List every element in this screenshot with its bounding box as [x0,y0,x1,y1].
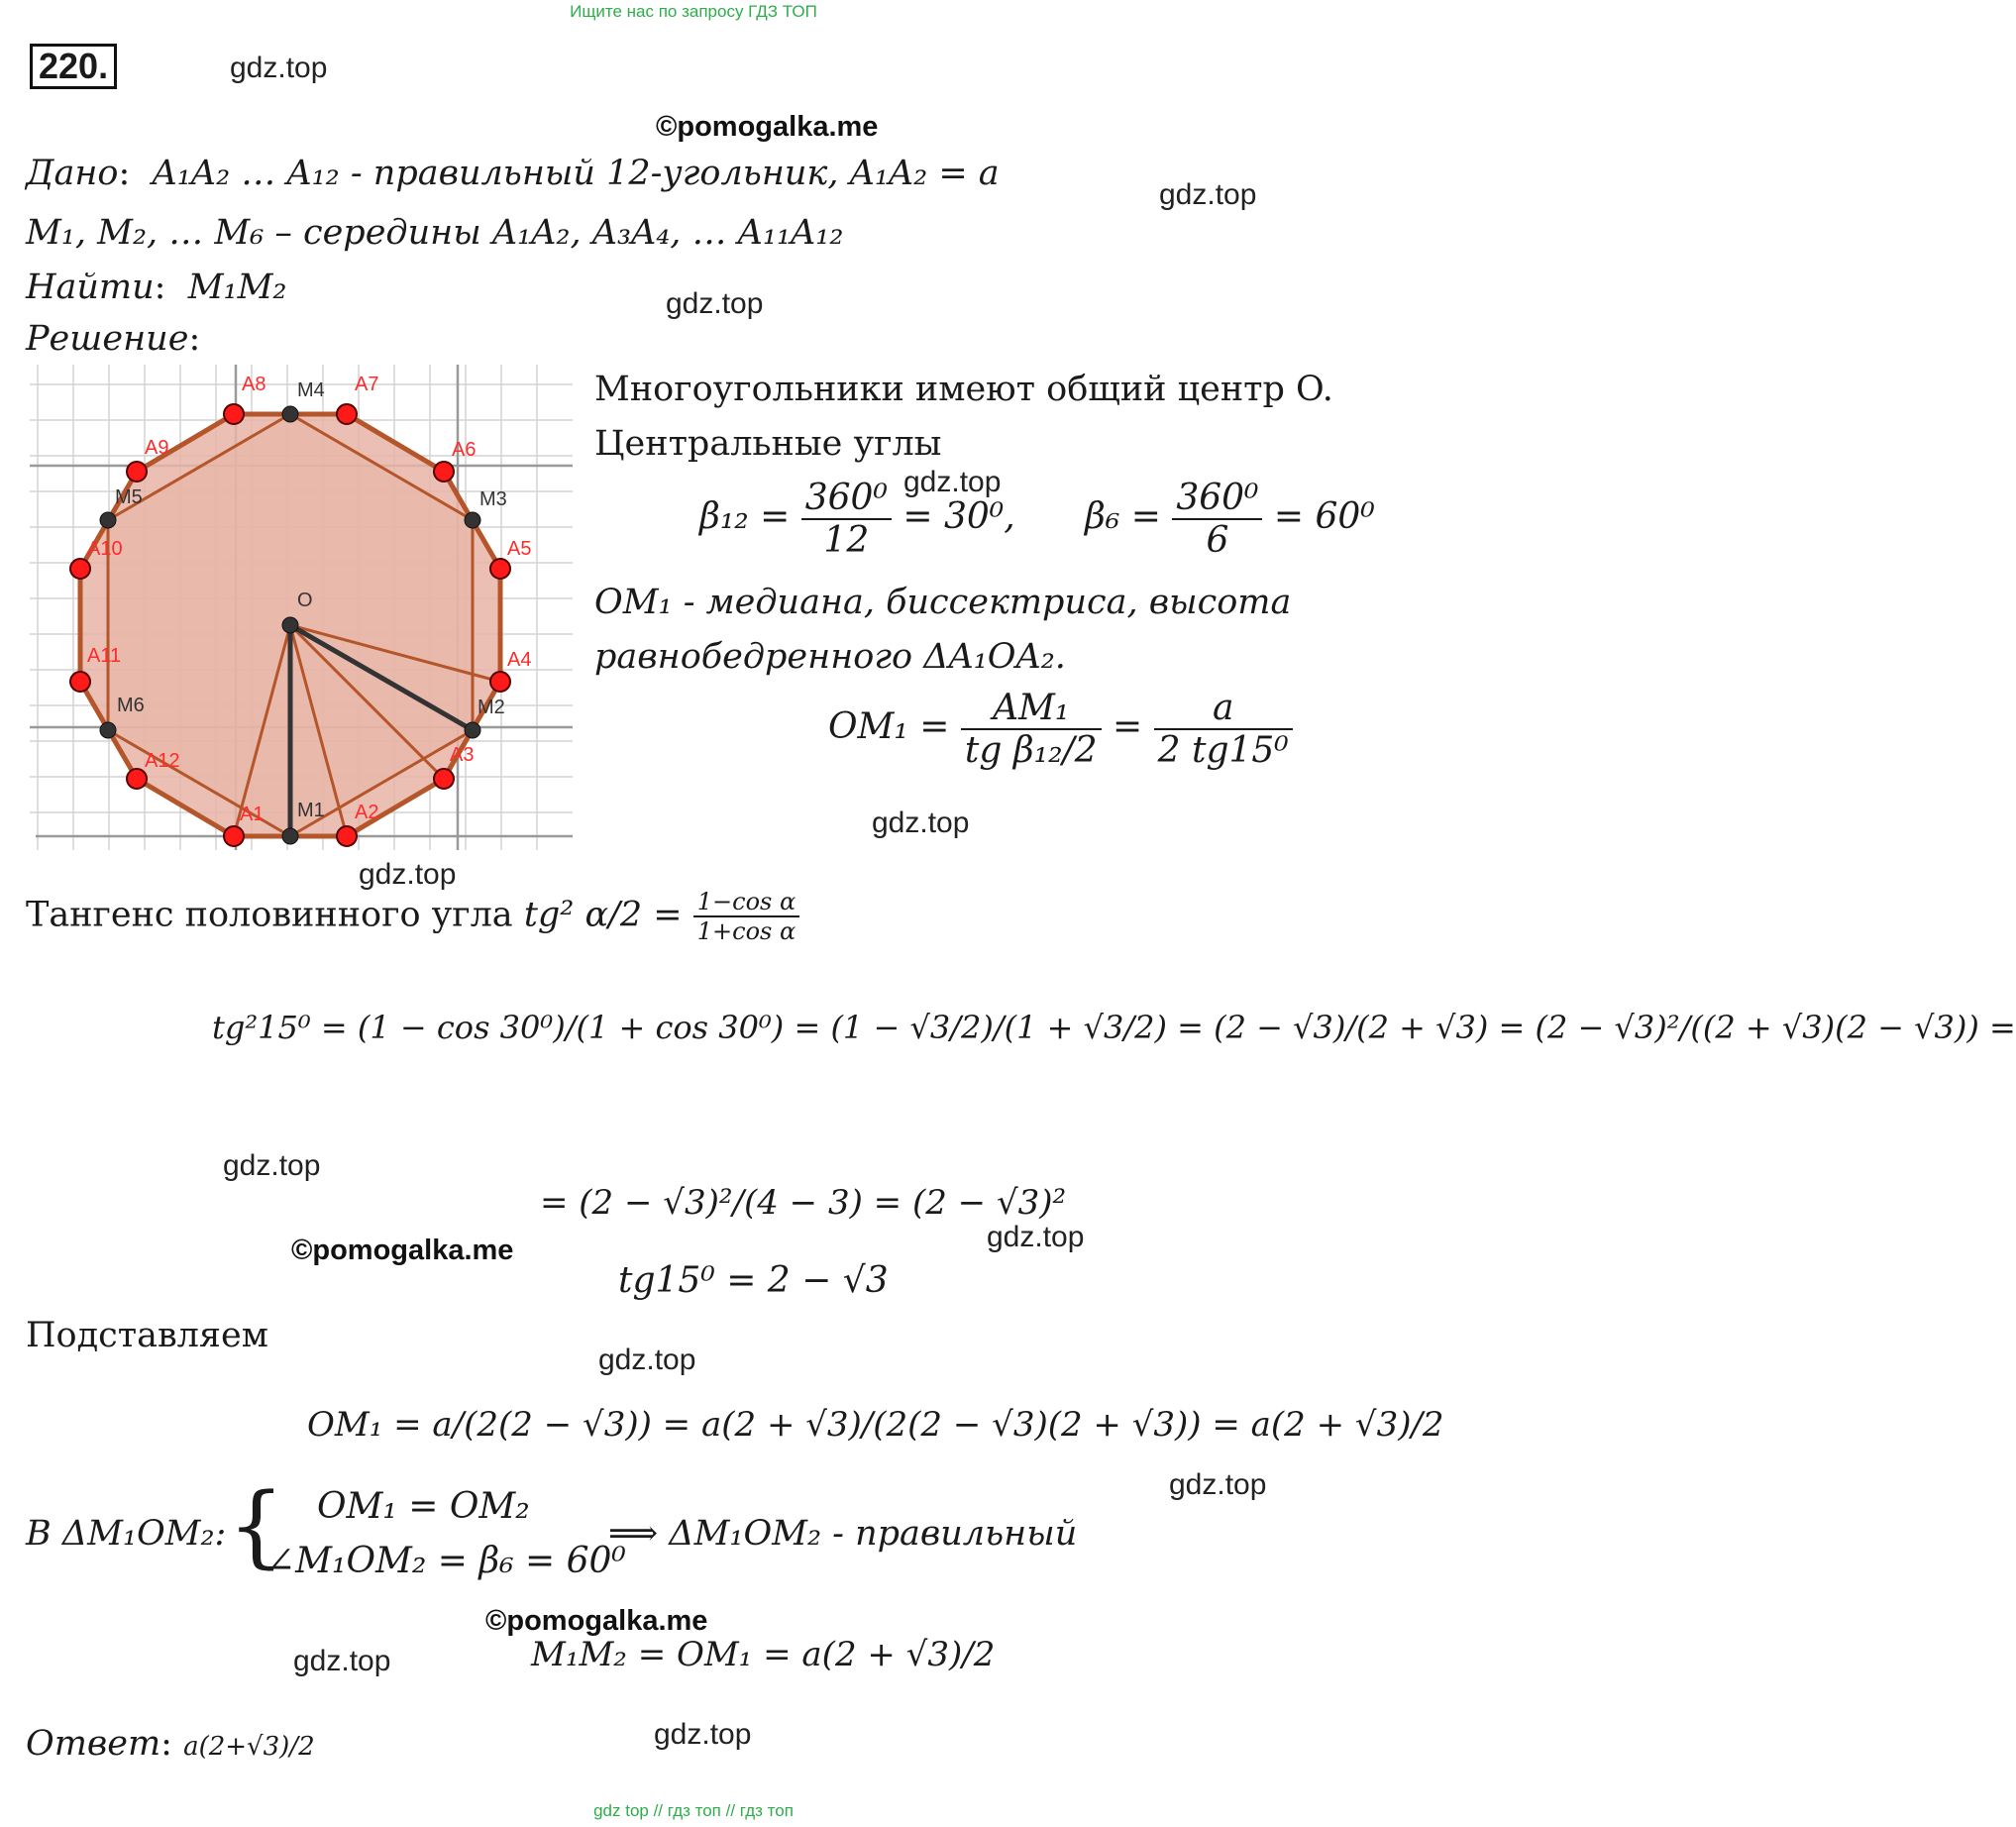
given-label: Дано [26,154,119,193]
om1-num1: AM₁ [961,688,1102,730]
answer-label: Ответ [26,1724,161,1764]
solution-label: Решение [26,319,189,359]
label-A9: A9 [145,437,169,459]
watermark-gdz: gdz.top [903,466,1002,498]
vertex-A12 [127,769,147,789]
watermark-gdz: gdz.top [666,287,764,320]
median-line-1: OM₁ - медиана, биссектриса, высота [594,583,1292,622]
substitute-text: Подставляем [26,1316,268,1355]
label-A8: A8 [242,374,266,395]
formula-beta6 [1085,478,1375,561]
center-O [282,617,298,633]
answer-line: Ответ: a(2+√3)/2 [26,1724,315,1764]
label-M3: M3 [479,488,507,510]
in-triangle-line [26,1514,226,1554]
midpoint-M1 [282,828,298,844]
tg-half-lhs: tg² α/2 = [523,895,683,935]
vertex-A9 [127,462,147,482]
label-A1: A1 [240,804,265,825]
label-A7: A7 [355,374,379,395]
vertex-A7 [337,404,357,424]
beta12-frac [801,478,892,561]
formula-beta12 [699,478,1015,561]
label-M4: M4 [297,379,325,401]
vertex-A6 [434,462,454,482]
central-angles-text: Центральные углы [594,424,942,464]
footer: gdz top // гдз топ // гдз топ [593,1801,794,1820]
watermark-gdz: gdz.top [223,1149,321,1182]
solution-line: Решение: [26,319,201,359]
watermark-gdz: gdz.top [987,1221,1085,1253]
polygon-figure [30,365,573,850]
vertex-A2 [337,826,357,846]
midpoint-M4 [282,406,298,422]
midpoint-M3 [465,512,480,528]
tg-half-frac [693,888,799,945]
om1-den1: tg β₁₂/2 [964,730,1098,771]
label-M6: M6 [117,695,145,716]
label-A2: A2 [355,802,379,823]
watermark-gdz: gdz.top [598,1343,696,1376]
label-O: O [297,590,313,611]
om1-frac1 [961,688,1102,771]
tg-half-den: 1+cos α [696,917,796,945]
vertex-A3 [434,769,454,789]
vertex-A5 [490,559,510,579]
watermark-gdz: gdz.top [359,858,457,891]
given-line-1: Дано: A₁A₂ … A₁₂ - правильный 12-угольник, A₁A₂ = a [26,154,1000,193]
watermark-gdz: gdz.top [1169,1468,1267,1501]
formula-om1 [828,688,1293,771]
midpoint-M6 [100,722,116,738]
formula-tg15-line2: = (2 − √3)²/(4 − 3) = (2 − √3)² [540,1183,1067,1223]
system-brace: { [228,1474,285,1578]
problem-number: 220. [30,44,117,89]
beta6-den: 6 [1206,520,1229,561]
formula-final: M₁M₂ = OM₁ = a(2 + √3)/2 [531,1635,996,1674]
vertex-A11 [70,672,90,692]
top-banner: Ищите нас по запросу ГДЗ ТОП [570,2,817,21]
beta12-num: 360⁰ [801,478,892,520]
median-line-2: равнобедренного ΔA₁OA₂. [594,637,1066,677]
beta12-rhs: = 30⁰, [902,496,1015,537]
label-M1: M1 [297,800,325,821]
system-line-1: OM₁ = OM₂ [317,1486,530,1527]
answer-value: a(2+√3)/2 [183,1732,315,1762]
given-line-1-text: A₁A₂ … A₁₂ - правильный 12-угольник, A₁A₂ = a [152,154,1000,193]
watermark-gdz: gdz.top [1159,178,1257,211]
watermark-gdz: gdz.top [872,806,970,839]
label-M2: M2 [477,697,505,718]
midpoint-M5 [100,512,116,528]
om1-eq: = [1113,706,1143,747]
label-A12: A12 [145,750,180,772]
regular-text: ⟹ ΔM₁OM₂ - правильный [608,1514,1078,1554]
watermark-pomogalka: ©pomogalka.me [656,111,879,143]
vertex-A1 [224,826,244,846]
watermark-gdz: gdz.top [293,1645,391,1677]
vertex-A8 [224,404,244,424]
watermark-gdz: gdz.top [230,52,328,84]
given-line-2: M₁, M₂, … M₆ – середины A₁A₂, A₃A₄, … A₁₁A₁₂ [26,213,844,253]
beta6-frac [1172,478,1262,561]
formula-tg15-line1: tg²15⁰ = (1 − cos 30⁰)/(1 + cos 30⁰) = (1 − √3/2)/(1 + √3/2) = (2 − √3)/(2 + √3) = (2 − √3)²/((2 + √3)(2 − √3)) = [212,1009,2016,1046]
beta6-num: 360⁰ [1172,478,1262,520]
label-A4: A4 [507,649,532,671]
om1-frac2 [1154,688,1293,771]
vertex-A10 [70,559,90,579]
watermark-pomogalka: ©pomogalka.me [291,1235,514,1266]
beta6-lhs: β₆ = [1085,496,1161,537]
formula-tg15-line3: tg15⁰ = 2 − √3 [618,1260,889,1301]
watermark-gdz: gdz.top [654,1718,752,1751]
label-A5: A5 [507,538,532,560]
beta6-rhs: = 60⁰ [1273,496,1375,537]
half-angle-line [26,888,799,945]
om1-num2: a [1154,688,1293,730]
om1-den2: 2 tg15⁰ [1157,730,1289,771]
midpoint-M2 [465,722,480,738]
beta12-lhs: β₁₂ = [699,496,791,537]
common-center-text: Многоугольники имеют общий центр O. [594,370,1333,409]
in-triangle-text: В ΔM₁OM₂: [26,1514,227,1554]
find-label: Найти [26,268,155,307]
tg-half-num: 1−cos α [693,888,799,917]
watermark-pomogalka: ©pomogalka.me [485,1605,708,1637]
find-line: Найти: M₁M₂ [26,268,287,307]
label-M5: M5 [115,486,143,508]
label-A10: A10 [87,538,123,560]
label-A11: A11 [87,645,122,667]
om1-lhs: OM₁ = [828,706,950,747]
label-A3: A3 [450,744,475,766]
system-line-2: ∠M₁OM₂ = β₆ = 60⁰ [265,1541,626,1581]
find-value: M₁M₂ [187,268,287,307]
vertex-A4 [490,672,510,692]
label-A6: A6 [452,439,477,461]
formula-substitute: OM₁ = a/(2(2 − √3)) = a(2 + √3)/(2(2 − √3)(2 + √3)) = a(2 + √3)/2 [307,1405,1444,1445]
beta12-den: 12 [823,520,870,561]
half-angle-text: Тангенс половинного угла [26,895,513,935]
